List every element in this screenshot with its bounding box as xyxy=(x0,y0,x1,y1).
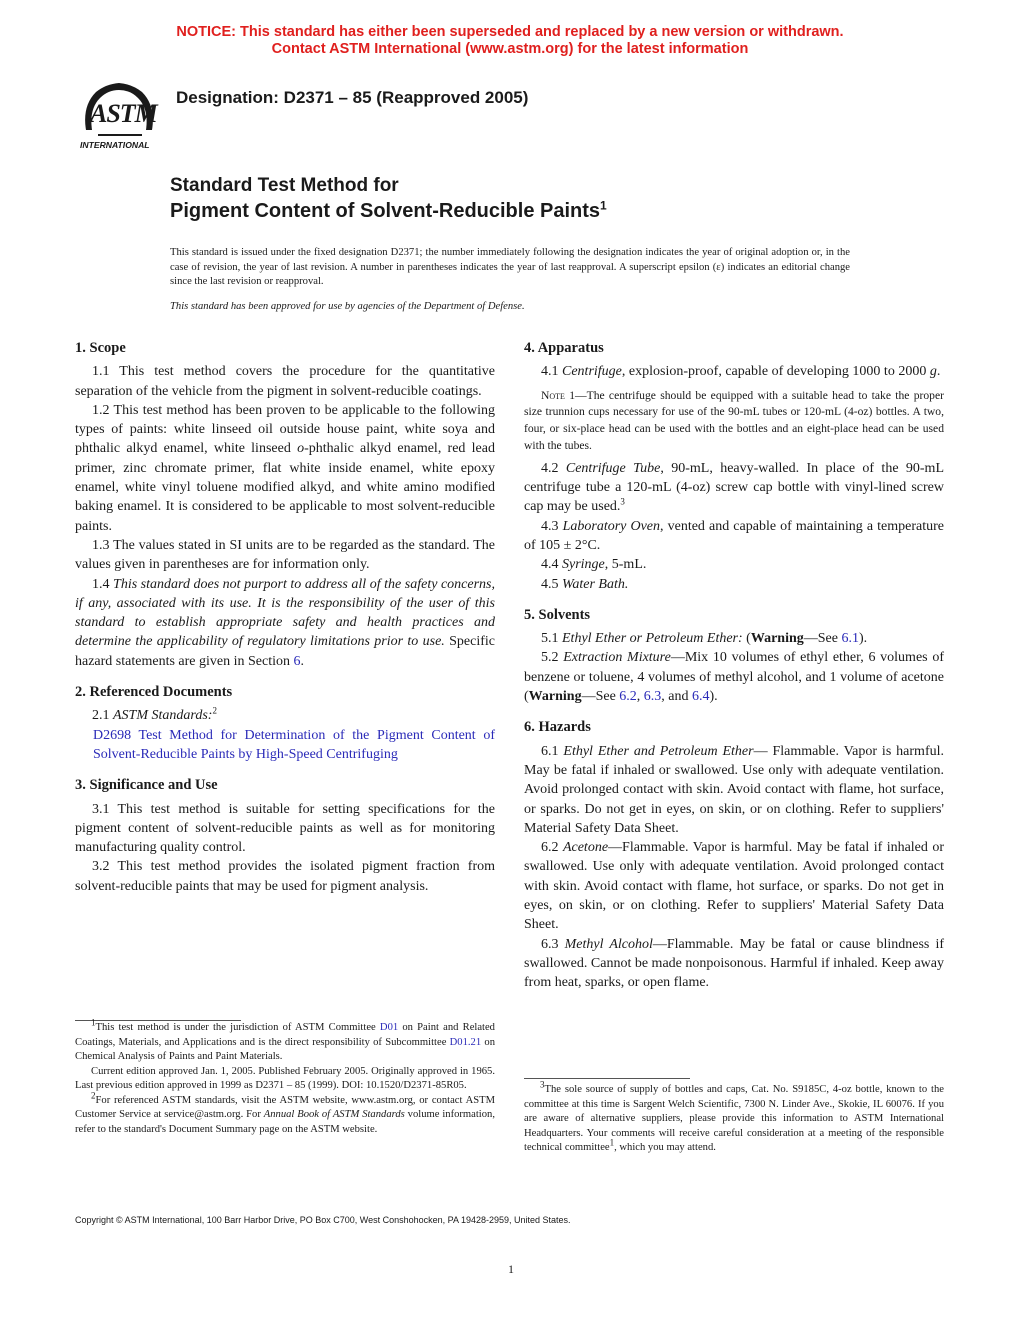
reference-title[interactable]: Test Method for Determination of the Pigment Content of Solvent-Reducible Paints by High-Speed Centrifuging xyxy=(93,727,495,762)
para-4-5: 4.5 Water Bath. xyxy=(541,576,629,592)
right-column xyxy=(524,339,944,993)
para-4-3: 4.3 Laboratory Oven, vented and capable of maintaining a temperature of 105 ± 2°C. xyxy=(524,518,945,553)
para-4-1: 4.1 Centrifuge, explosion-proof, capable of developing 1000 to 2000 g. xyxy=(541,364,941,380)
footnote-1-edition: Current edition approved Jan. 1, 2005. Published February 2005. Originally approved in 1965. Last previous edition approved in 1999 as D2371 – 85 (1999). DOI: 10.1520/D2371-85R05. xyxy=(75,1065,495,1091)
page-number: 1 xyxy=(508,1262,514,1276)
copyright-line: Copyright © ASTM International, 100 Barr Harbor Drive, PO Box C700, West Conshohocken, PA 19428-2959, United States. xyxy=(75,1215,571,1225)
link-6-2[interactable]: 6.2 xyxy=(619,689,637,705)
para-5-2: 5.2 Extraction Mixture—Mix 10 volumes of ethyl ether, 6 volumes of benzene or toluene, 4 volumes of methyl alcohol, and 1 volume of acetone (Warning—See 6.2, 6.3, and 6.4). xyxy=(524,650,944,705)
para-1-2: 1.2 This test method has been proven to be applicable to the following types of paints: white linseed oil outside house paint, white soya and phthalic alkyd enamel, white linseed o-phthalic alkyd enamel, red lead primer, zinc chromate primer, flat white inside enamel, white epoxy enamel, white vinyl toluene modified alkyd, and white amino modified baking enamel. It is considered to be applicable to most solvent-reducible paints. xyxy=(75,402,495,534)
astm-logo xyxy=(78,78,160,152)
para-2-1: 2.1 ASTM Standards:$^2$ xyxy=(92,705,217,724)
footnote-3: $^3$The sole source of supply of bottles and caps, Cat. No. S9185C, 4-oz bottle, known to the committee at this time is Sargent Welch Scientific, 7300 N. Linder Ave., Skokie, IL 60076. If you are aware of alternative suppliers, please provide this information to ASTM International Headquarters. Your comments will receive careful consideration at a meeting of the responsible technical committee$^1$, which you may attend. xyxy=(524,1079,944,1153)
para-5-1: 5.1 Ethyl Ether or Petroleum Ether: (Warning—See 6.1). xyxy=(541,631,868,647)
footnote-2: $^2$For referenced ASTM standards, visit the ASTM website, www.astm.org, or contact ASTM Customer Service at service@astm.org. For Annual Book of ASTM Standards volume information, refer to the standard's Document Summary page on the ASTM website. xyxy=(75,1089,495,1135)
reference-code[interactable]: D2698 xyxy=(93,727,132,743)
section-6-link[interactable]: 6 xyxy=(293,653,301,669)
footnotes-right xyxy=(524,1078,944,1156)
document-title xyxy=(170,174,607,224)
issued-note: This standard is issued under the fixed designation D2371; the number immediately following the designation indicates the year of original adoption or, in the case of revision, the year of last revision. A number in parentheses indicates the year of last reapproval. A superscript epsilon (ε) indicates an editorial change since the last revision or reapproval. xyxy=(170,247,850,287)
left-column xyxy=(75,339,495,896)
title-line-2: Pigment Content of Solvent-Reducible Paints$^1$ xyxy=(170,198,607,222)
notice-line-2: Contact ASTM International (www.astm.org) for the latest information xyxy=(271,41,749,57)
note-1: Note 1—The centrifuge should be equipped with a suitable head to take the proper size trunnion cups necessary for use of the 90-mL tubes or 120-mL (4-oz) bottles. A two, four, or six-place head can be used with the bottles and an eight-place head can be used with the tubes. xyxy=(524,388,944,452)
para-1-3: 1.3 The values stated in SI units are to be regarded as the standard. The values given in parentheses are for information only. xyxy=(75,537,495,573)
withdrawal-notice xyxy=(0,24,1020,58)
section-heading-hazards: 6. Hazards xyxy=(524,719,591,736)
link-6-3[interactable]: 6.3 xyxy=(643,689,662,705)
approved-note: This standard has been approved for use by agencies of the Department of Defense. xyxy=(170,301,525,312)
para-1-1: 1.1 This test method covers the procedure for the quantitative separation of the vehicle from the pigment in solvent-reducible coatings. xyxy=(75,364,495,399)
svg-text:ASTM: ASTM xyxy=(90,99,157,128)
footnotes-left xyxy=(75,1017,495,1137)
footnote-rule xyxy=(524,1078,690,1079)
para-4-2: 4.2 Centrifuge Tube, 90-mL, heavy-walled. In place of the 90-mL centrifuge tube a 120-mL (4-oz) screw cap bottle with vinyl-lined screw cap may be used.$^3$ xyxy=(524,460,944,515)
section-heading-scope: 1. Scope xyxy=(75,340,126,356)
committee-d01-link[interactable]: D01 xyxy=(379,1022,399,1033)
section-heading-referenced-documents: 2. Referenced Documents xyxy=(75,684,233,701)
para-3-1: 3.1 This test method is suitable for setting specifications for the pigment content of solvent-reducible paints as well as for monitoring manufacturing quality control. xyxy=(75,801,495,856)
reference-d2698[interactable] xyxy=(75,726,495,765)
para-3-2: 3.2 This test method provides the isolated pigment fraction from solvent-reducible paints that may be used for pigment analysis. xyxy=(75,859,495,894)
para-6-3: 6.3 Methyl Alcohol—Flammable. May be fatal or cause blindness if swallowed. Cannot be made nonpoisonous. Harmful if inhaled. Keep away from heat, sparks, or open flame. xyxy=(524,936,944,991)
footnote-1: $^1$This test method is under the jurisdiction of ASTM Committee D01 on Paint and Related Coatings, Materials, and Applications and is the direct responsibility of Subcommittee D01.21 on Chemical Analysis of Paints and Paint Materials. xyxy=(75,1017,495,1062)
para-4-4: 4.4 Syringe, 5-mL. xyxy=(541,557,647,573)
designation: Designation: D2371 – 85 (Reapproved 2005) xyxy=(176,88,529,107)
para-6-1: 6.1 Ethyl Ether and Petroleum Ether— Flammable. Vapor is harmful. May be fatal if inhaled or swallowed. Use only with adequate ventilation. Avoid prolonged contact with skin. Avoid contact with flame, hot surface, or sparks. Do not get in eyes, on skin, or on clothing. Refer to suppliers' Material Safety Data Sheet. xyxy=(524,743,944,836)
para-1-4: 1.4 This standard does not purport to address all of the safety concerns, if any, associated with its use. It is the responsibility of the user of this standard to establish appropriate safety and health practices and determine the applicability of regulatory limitations prior to use. Specific hazard statements are given in Section 6. xyxy=(75,576,495,669)
para-6-2: 6.2 Acetone—Flammable. Vapor is harmful. May be fatal if inhaled or swallowed. Use only with adequate ventilation. Avoid prolonged contact with skin. Avoid contact with flame, hot surface, or sparks. Do not get in eyes, on skin, or on clothing. Refer to suppliers' Material Safety Data Sheet. xyxy=(524,840,945,933)
svg-text:INTERNATIONAL: INTERNATIONAL xyxy=(80,140,150,150)
section-heading-solvents: 5. Solvents xyxy=(524,606,591,623)
link-6-1[interactable]: 6.1 xyxy=(841,631,859,647)
title-line-1: Standard Test Method for xyxy=(170,175,399,196)
section-heading-apparatus: 4. Apparatus xyxy=(524,340,604,356)
link-6-4[interactable]: 6.4 xyxy=(692,689,710,705)
notice-line-1: NOTICE: This standard has either been superseded and replaced by a new version or withdrawn. xyxy=(176,24,844,40)
section-heading-significance: 3. Significance and Use xyxy=(75,777,218,794)
title-footnote-mark: 1 xyxy=(600,198,607,213)
subcommittee-d01-21-link[interactable]: D01.21 xyxy=(449,1036,482,1048)
